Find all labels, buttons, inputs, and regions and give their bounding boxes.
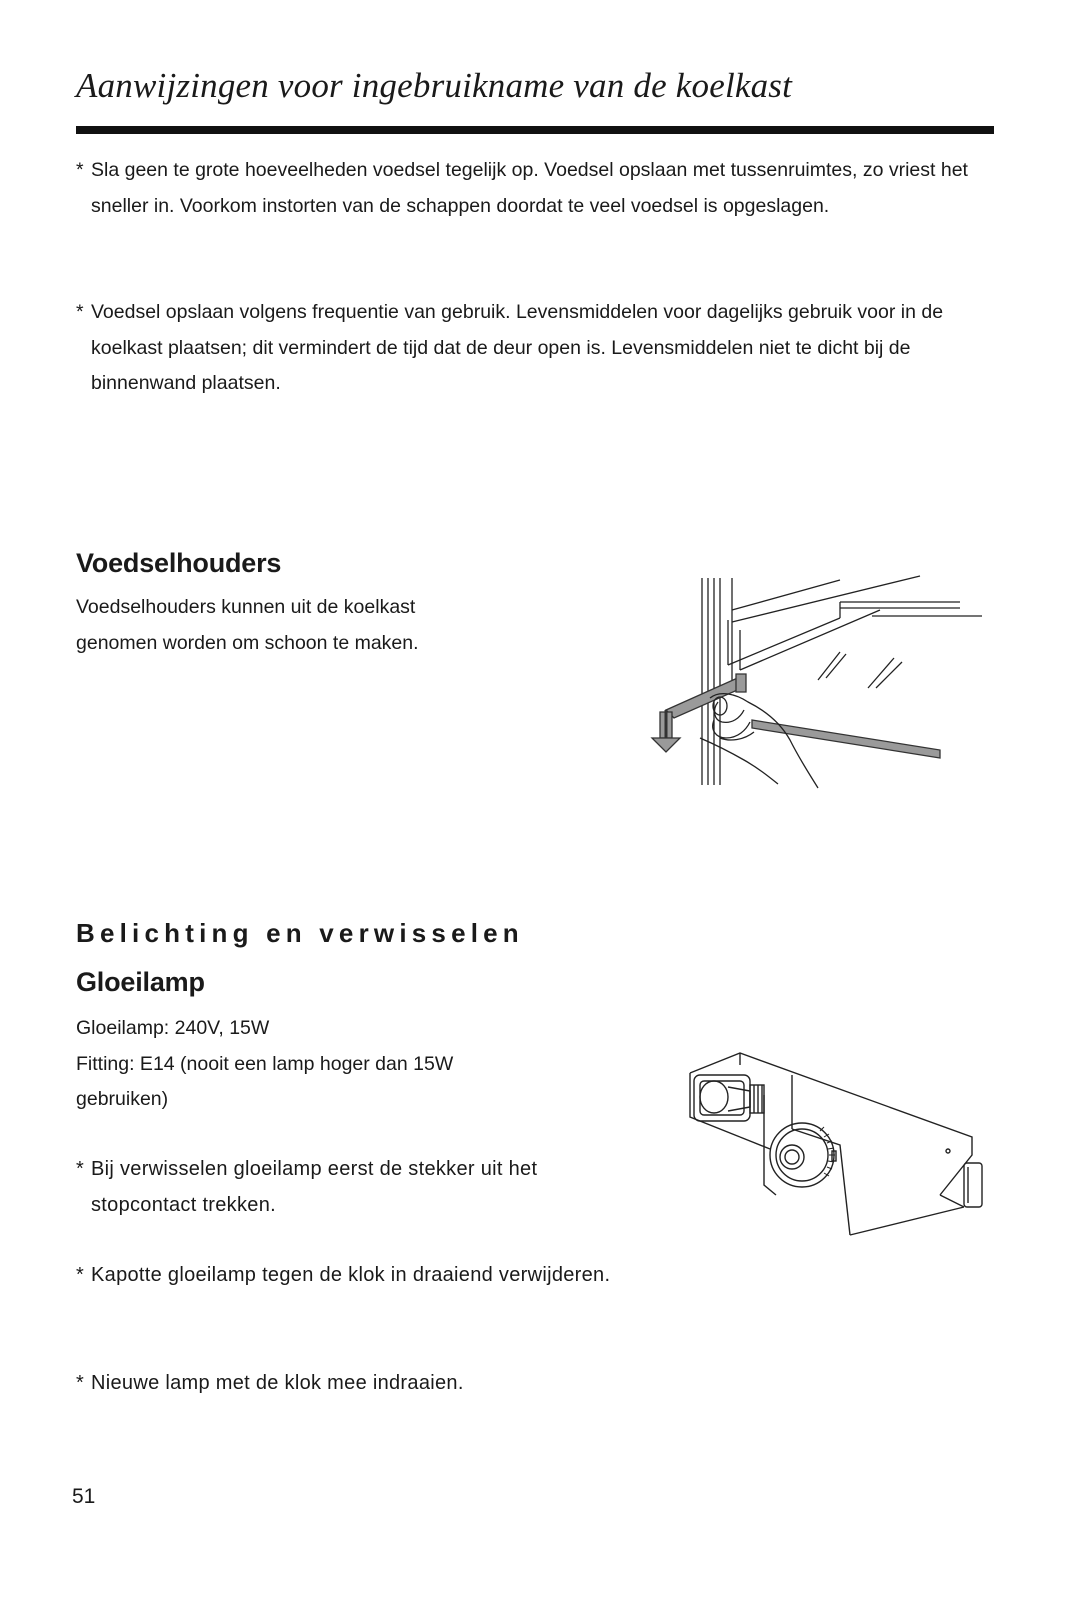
- bullet-marker: *: [76, 1372, 85, 1394]
- intro-bullet-storage-amount: [76, 153, 1013, 224]
- page-number: 51: [72, 1485, 96, 1508]
- bullet-text: Nieuwe lamp met de klok mee indraaien.: [91, 1372, 464, 1394]
- lamp-housing-illustration: [680, 1045, 990, 1245]
- section-heading-voedselhouders: Voedselhouders: [76, 548, 282, 578]
- section-heading-gloeilamp: Gloeilamp: [76, 967, 205, 997]
- lamp-bullet-unplug: [76, 1151, 611, 1223]
- bullet-text: Sla geen te grote hoeveelheden voedsel tegelijk op. Voedsel opslaan met tussenruimtes, zo vriest het sneller in. Voorkom instorten van de schappen doordat te veel voedsel is opgeslagen.: [91, 159, 968, 217]
- lamp-spec-line-2: Fitting: E14 (nooit een lamp hoger dan 15W: [76, 1052, 454, 1075]
- lamp-spec-line-1: Gloeilamp: 240V, 15W: [76, 1017, 270, 1039]
- lamp-spec-line-3: gebruiken): [76, 1088, 169, 1110]
- bullet-text: Bij verwisselen gloeilamp eerst de stekker uit het stopcontact trekken.: [91, 1158, 538, 1216]
- bullet-marker: *: [76, 1264, 85, 1286]
- voedselhouders-line-2: genomen worden om schoon te maken.: [76, 631, 419, 654]
- voedselhouders-line-1: Voedselhouders kunnen uit de koelkast: [76, 596, 416, 618]
- page-title: Aanwijzingen voor ingebruikname van de koelkast: [76, 66, 793, 105]
- bullet-text: Voedsel opslaan volgens frequentie van gebruik. Levensmiddelen voor dagelijks gebruik voor in de koelkast plaatsen; dit vermindert de tijd dat de deur open is. Levensmiddelen niet te dicht bij de binnenwand plaatsen.: [91, 301, 944, 394]
- shelf-removal-illustration: [640, 570, 990, 795]
- lamp-specification: [76, 1011, 556, 1118]
- lamp-bullet-install: [76, 1365, 611, 1401]
- bullet-marker: *: [76, 159, 84, 181]
- title-rule: [76, 126, 994, 134]
- bullet-marker: *: [76, 1158, 85, 1180]
- lamp-bullet-remove: [76, 1257, 611, 1293]
- voedselhouders-description: [76, 590, 516, 661]
- intro-bullet-storage-frequency: [76, 295, 1013, 402]
- section-heading-belichting: Belichting en verwisselen: [76, 918, 524, 948]
- bullet-marker: *: [76, 301, 84, 323]
- bullet-text: Kapotte gloeilamp tegen de klok in draaiend verwijderen.: [91, 1264, 611, 1286]
